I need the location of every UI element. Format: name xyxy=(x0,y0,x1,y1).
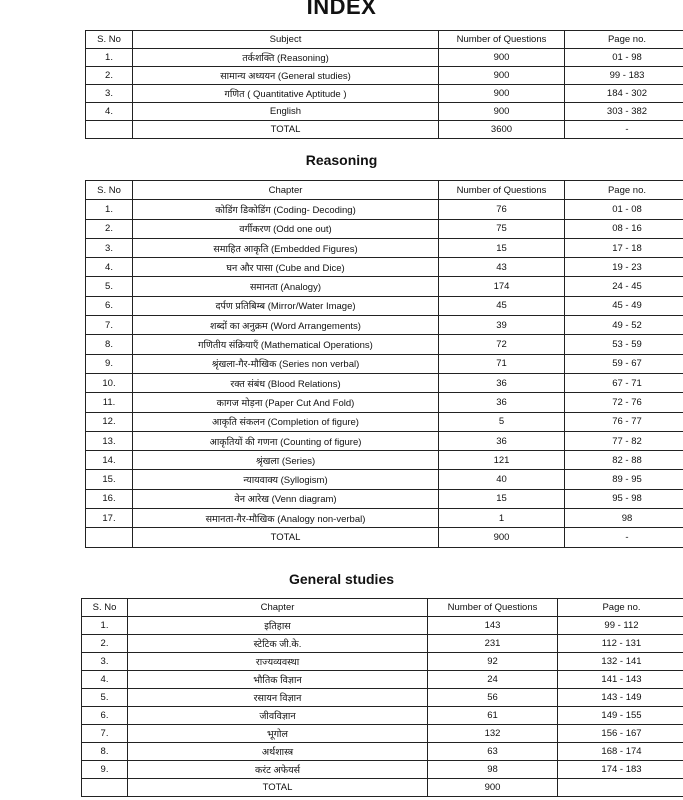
cell-sno: 11. xyxy=(86,393,133,412)
table-row xyxy=(86,85,683,103)
cell-sno: 13. xyxy=(86,431,133,450)
table-row xyxy=(86,67,683,85)
cell-page: 53 - 59 xyxy=(565,335,683,354)
cell-page: 49 - 52 xyxy=(565,316,683,335)
cell-page: 141 - 143 xyxy=(558,671,683,689)
cell-chapter: अर्थशास्त्र xyxy=(128,743,428,761)
table-header-row xyxy=(82,599,683,617)
cell-sno: 6. xyxy=(82,707,128,725)
cell-sno: 3. xyxy=(86,85,133,103)
cell-page: 184 - 302 xyxy=(565,85,683,103)
table-row xyxy=(82,743,683,761)
cell-questions: 43 xyxy=(439,258,565,277)
cell-questions: 36 xyxy=(439,373,565,392)
header-chapter: Chapter xyxy=(133,181,439,200)
table-row xyxy=(86,296,683,315)
table-header-row xyxy=(86,31,683,49)
table-row xyxy=(82,653,683,671)
cell-sno: 12. xyxy=(86,412,133,431)
table-row xyxy=(86,335,683,354)
cell-questions: 143 xyxy=(428,617,558,635)
table-row xyxy=(82,689,683,707)
cell-page: 132 - 141 xyxy=(558,653,683,671)
cell-page: 303 - 382 xyxy=(565,103,683,121)
cell-sno: 8. xyxy=(82,743,128,761)
table-row xyxy=(82,725,683,743)
cell-chapter: स्टेटिक जी.के. xyxy=(128,635,428,653)
cell-questions: 15 xyxy=(439,238,565,257)
cell-questions: 5 xyxy=(439,412,565,431)
total-sno xyxy=(86,528,133,547)
cell-page: 82 - 88 xyxy=(565,451,683,470)
cell-questions: 98 xyxy=(428,761,558,779)
table-row xyxy=(82,761,683,779)
cell-questions: 92 xyxy=(428,653,558,671)
table-row xyxy=(86,258,683,277)
header-sno: S. No xyxy=(86,181,133,200)
table-header-row xyxy=(86,181,683,200)
total-row xyxy=(82,779,683,797)
cell-questions: 132 xyxy=(428,725,558,743)
cell-sno: 16. xyxy=(86,489,133,508)
table-row xyxy=(86,354,683,373)
table-row xyxy=(86,49,683,67)
cell-questions: 900 xyxy=(439,85,565,103)
table-row xyxy=(82,671,683,689)
cell-chapter: शब्दों का अनुक्रम (Word Arrangements) xyxy=(133,316,439,335)
cell-page: 67 - 71 xyxy=(565,373,683,392)
cell-questions: 56 xyxy=(428,689,558,707)
cell-sno: 3. xyxy=(82,653,128,671)
header-chapter: Chapter xyxy=(128,599,428,617)
cell-chapter: वर्गीकरण (Odd one out) xyxy=(133,219,439,238)
cell-sno: 5. xyxy=(82,689,128,707)
table-row xyxy=(86,200,683,219)
cell-questions: 121 xyxy=(439,451,565,470)
reasoning-table xyxy=(85,180,683,548)
cell-page: 156 - 167 xyxy=(558,725,683,743)
index-table xyxy=(85,30,683,139)
cell-chapter: कागज मोड़ना (Paper Cut And Fold) xyxy=(133,393,439,412)
cell-chapter: तर्कशक्ति (Reasoning) xyxy=(133,49,439,67)
header-sno: S. No xyxy=(86,31,133,49)
reasoning-title: Reasoning xyxy=(305,152,378,168)
header-sno: S. No xyxy=(82,599,128,617)
cell-chapter: गणितीय संक्रियाएँ (Mathematical Operations) xyxy=(133,335,439,354)
header-subject: Subject xyxy=(133,31,439,49)
cell-page: 77 - 82 xyxy=(565,431,683,450)
cell-sno: 8. xyxy=(86,335,133,354)
cell-chapter: रसायन विज्ञान xyxy=(128,689,428,707)
cell-questions: 24 xyxy=(428,671,558,689)
cell-chapter: श्रृंखला (Series) xyxy=(133,451,439,470)
cell-page: 174 - 183 xyxy=(558,761,683,779)
cell-chapter: राज्यव्यवस्था xyxy=(128,653,428,671)
cell-page: 95 - 98 xyxy=(565,489,683,508)
cell-chapter: भूगोल xyxy=(128,725,428,743)
cell-chapter: करंट अफेयर्स xyxy=(128,761,428,779)
table-row xyxy=(86,316,683,335)
cell-page: 01 - 08 xyxy=(565,200,683,219)
cell-questions: 45 xyxy=(439,296,565,315)
cell-page: 19 - 23 xyxy=(565,258,683,277)
header-page: Page no. xyxy=(558,599,683,617)
cell-questions: 75 xyxy=(439,219,565,238)
cell-sno: 10. xyxy=(86,373,133,392)
header-questions: Number of Questions xyxy=(428,599,558,617)
table-row xyxy=(82,707,683,725)
cell-chapter: घन और पासा (Cube and Dice) xyxy=(133,258,439,277)
cell-sno: 7. xyxy=(82,725,128,743)
cell-sno: 1. xyxy=(82,617,128,635)
table-row xyxy=(86,393,683,412)
total-sno xyxy=(82,779,128,797)
cell-questions: 900 xyxy=(439,67,565,85)
cell-page: 17 - 18 xyxy=(565,238,683,257)
cell-questions: 174 xyxy=(439,277,565,296)
cell-sno: 9. xyxy=(82,761,128,779)
header-page: Page no. xyxy=(565,181,683,200)
cell-page: 98 xyxy=(565,509,683,528)
cell-page: 76 - 77 xyxy=(565,412,683,431)
cell-sno: 5. xyxy=(86,277,133,296)
cell-chapter: आकृतियों की गणना (Counting of figure) xyxy=(133,431,439,450)
cell-chapter: समाहित आकृति (Embedded Figures) xyxy=(133,238,439,257)
cell-chapter: वेन आरेख (Venn diagram) xyxy=(133,489,439,508)
table-row xyxy=(82,617,683,635)
total-page xyxy=(558,779,683,797)
cell-chapter: रक्त संबंध (Blood Relations) xyxy=(133,373,439,392)
table-row xyxy=(82,635,683,653)
page-title: INDEX xyxy=(306,0,377,19)
cell-page: 99 - 112 xyxy=(558,617,683,635)
cell-chapter: समानता (Analogy) xyxy=(133,277,439,296)
cell-chapter: सामान्य अध्ययन (General studies) xyxy=(133,67,439,85)
total-row xyxy=(86,528,683,547)
cell-chapter: English xyxy=(133,103,439,121)
cell-questions: 36 xyxy=(439,431,565,450)
total-label: TOTAL xyxy=(128,779,428,797)
cell-sno: 2. xyxy=(86,67,133,85)
cell-questions: 76 xyxy=(439,200,565,219)
cell-sno: 4. xyxy=(82,671,128,689)
total-label: TOTAL xyxy=(133,121,439,139)
table-row xyxy=(86,277,683,296)
header-page: Page no. xyxy=(565,31,683,49)
cell-questions: 900 xyxy=(439,49,565,67)
table-row xyxy=(86,103,683,121)
cell-chapter: आकृति संकलन (Completion of figure) xyxy=(133,412,439,431)
general-studies-title: General studies xyxy=(288,571,395,587)
cell-questions: 15 xyxy=(439,489,565,508)
table-row xyxy=(86,373,683,392)
cell-sno: 17. xyxy=(86,509,133,528)
cell-sno: 6. xyxy=(86,296,133,315)
cell-sno: 2. xyxy=(86,219,133,238)
cell-page: 89 - 95 xyxy=(565,470,683,489)
total-questions: 900 xyxy=(439,528,565,547)
cell-sno: 4. xyxy=(86,103,133,121)
cell-sno: 7. xyxy=(86,316,133,335)
cell-questions: 63 xyxy=(428,743,558,761)
cell-chapter: कोडिंग डिकोडिंग (Coding- Decoding) xyxy=(133,200,439,219)
cell-chapter: भौतिक विज्ञान xyxy=(128,671,428,689)
cell-sno: 2. xyxy=(82,635,128,653)
table-row xyxy=(86,238,683,257)
cell-questions: 40 xyxy=(439,470,565,489)
cell-questions: 231 xyxy=(428,635,558,653)
total-questions: 900 xyxy=(428,779,558,797)
table-row xyxy=(86,451,683,470)
cell-page: 72 - 76 xyxy=(565,393,683,412)
cell-chapter: इतिहास xyxy=(128,617,428,635)
header-questions: Number of Questions xyxy=(439,31,565,49)
cell-questions: 900 xyxy=(439,103,565,121)
total-page: - xyxy=(565,121,683,139)
cell-chapter: दर्पण प्रतिबिम्ब (Mirror/Water Image) xyxy=(133,296,439,315)
cell-sno: 15. xyxy=(86,470,133,489)
cell-questions: 71 xyxy=(439,354,565,373)
cell-chapter: समानता-गैर-मौखिक (Analogy non-verbal) xyxy=(133,509,439,528)
cell-questions: 61 xyxy=(428,707,558,725)
cell-page: 112 - 131 xyxy=(558,635,683,653)
table-row xyxy=(86,470,683,489)
cell-sno: 9. xyxy=(86,354,133,373)
cell-chapter: श्रृंखला-गैर-मौखिक (Series non verbal) xyxy=(133,354,439,373)
total-label: TOTAL xyxy=(133,528,439,547)
total-row xyxy=(86,121,683,139)
cell-chapter: जीवविज्ञान xyxy=(128,707,428,725)
cell-page: 59 - 67 xyxy=(565,354,683,373)
table-row xyxy=(86,219,683,238)
cell-chapter: गणित ( Quantitative Aptitude ) xyxy=(133,85,439,103)
cell-page: 08 - 16 xyxy=(565,219,683,238)
cell-page: 01 - 98 xyxy=(565,49,683,67)
cell-page: 45 - 49 xyxy=(565,296,683,315)
total-sno xyxy=(86,121,133,139)
total-page: - xyxy=(565,528,683,547)
cell-sno: 4. xyxy=(86,258,133,277)
table-row xyxy=(86,431,683,450)
cell-sno: 14. xyxy=(86,451,133,470)
general-studies-table xyxy=(81,598,683,797)
cell-sno: 3. xyxy=(86,238,133,257)
table-row xyxy=(86,489,683,508)
cell-page: 24 - 45 xyxy=(565,277,683,296)
cell-questions: 39 xyxy=(439,316,565,335)
total-questions: 3600 xyxy=(439,121,565,139)
cell-sno: 1. xyxy=(86,49,133,67)
table-row xyxy=(86,509,683,528)
cell-page: 149 - 155 xyxy=(558,707,683,725)
cell-page: 168 - 174 xyxy=(558,743,683,761)
cell-page: 99 - 183 xyxy=(565,67,683,85)
cell-chapter: न्यायवाक्य (Syllogism) xyxy=(133,470,439,489)
cell-questions: 1 xyxy=(439,509,565,528)
header-questions: Number of Questions xyxy=(439,181,565,200)
cell-questions: 36 xyxy=(439,393,565,412)
table-row xyxy=(86,412,683,431)
cell-sno: 1. xyxy=(86,200,133,219)
cell-page: 143 - 149 xyxy=(558,689,683,707)
cell-questions: 72 xyxy=(439,335,565,354)
